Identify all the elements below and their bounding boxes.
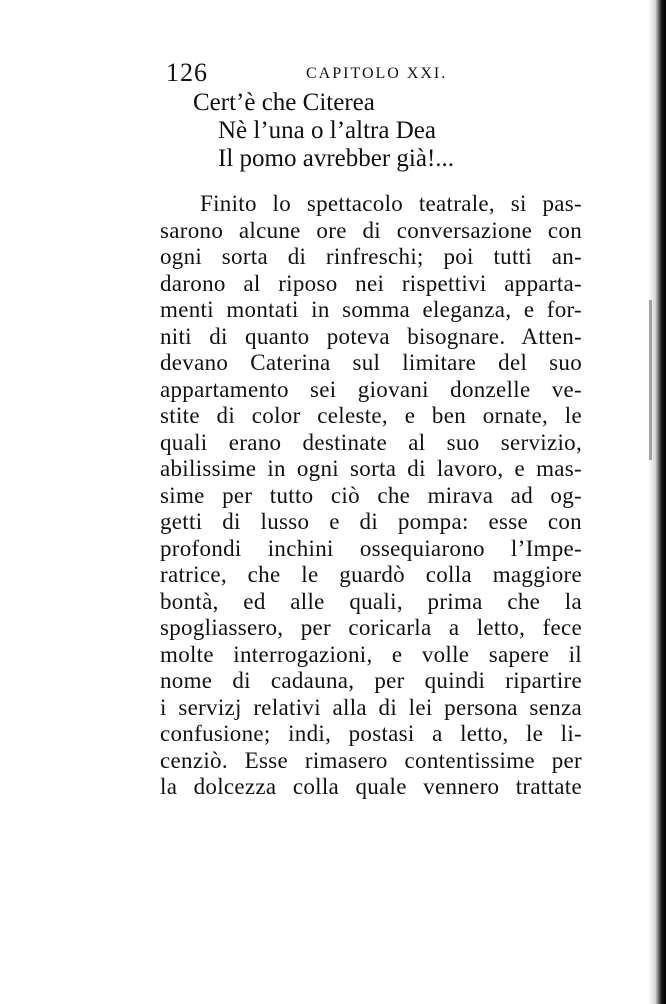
paragraph-line: appartamento sei giovani donzelle ve- — [160, 376, 582, 402]
paragraph-line: confusione; indi, postasi a letto, le li- — [160, 721, 582, 746]
paragraph-line: nome di cadauna, per quindi ripartire — [160, 668, 582, 693]
verse-line: Il pomo avrebber già!... — [218, 145, 455, 172]
paragraph-line: menti montati in somma eleganza, e for- — [160, 297, 582, 322]
paragraph-line: abilissime in ogni sorta di lavoro, e mas- — [160, 456, 582, 481]
chapter-title: CAPITOLO XXI. — [306, 65, 448, 82]
paragraph-line: bontà, ed alle quali, prima che la — [160, 588, 582, 614]
paragraph-line: devano Caterina sul limitare del suo — [160, 350, 582, 375]
page-edge-shadow — [648, 0, 666, 1004]
paragraph-line: spogliassero, per coricarla a letto, fece — [160, 615, 582, 640]
paragraph-line: niti di quanto poteva bisognare. Atten- — [160, 323, 582, 349]
paragraph-line: ogni sorta di rinfreschi; poi tutti an- — [160, 244, 582, 269]
running-header — [166, 58, 576, 88]
paragraph-line: darono al riposo nei rispettivi apparta- — [160, 270, 582, 296]
paragraph-line: quali erano destinate al suo servizio, — [160, 429, 582, 455]
paragraph-line: sarono alcune ore di conversazione con — [160, 217, 582, 243]
paragraph-line: molte interrogazioni, e volle sapere il — [160, 641, 582, 667]
body-paragraph — [160, 191, 582, 801]
page-edge-mark — [649, 300, 652, 460]
paragraph-line: la dolcezza colla quale vennero trattate — [160, 774, 582, 799]
paragraph-line: stite di color celeste, e ben ornate, le — [160, 403, 582, 428]
paragraph-line: i servizj relativi alla di lei persona senza — [160, 694, 582, 720]
verse-line: Nè l’una o l’altra Dea — [218, 117, 436, 144]
paragraph-line: cenziò. Esse rimasero contentissime per — [160, 747, 582, 773]
verse-line: Cert’è che Citerea — [193, 89, 375, 116]
paragraph-line: getti di lusso e di pompa: esse con — [160, 509, 582, 534]
paragraph-line: sime per tutto ciò che mirava ad og- — [160, 482, 582, 508]
paragraph-line: ratrice, che le guardò colla maggiore — [160, 562, 582, 587]
page-number: 126 — [166, 58, 208, 87]
paragraph-line: profondi inchini ossequiarono l’Impe- — [160, 535, 582, 561]
paragraph-line: Finito lo spettacolo teatrale, si pas- — [200, 191, 582, 216]
